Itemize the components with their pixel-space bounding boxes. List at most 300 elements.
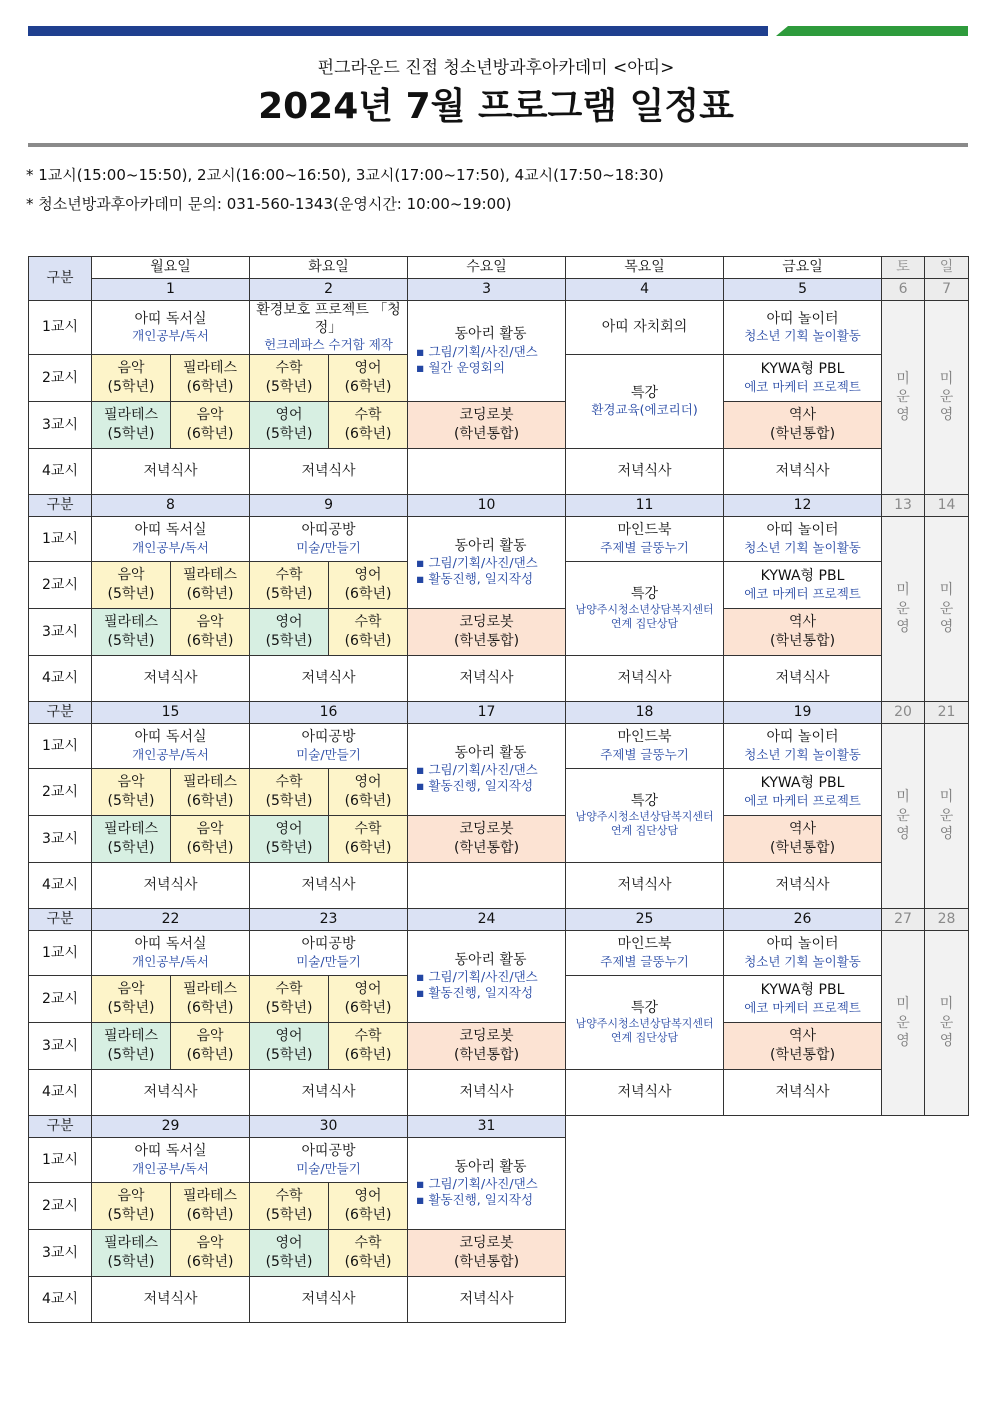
thu-p4: 저녁식사 [566, 655, 724, 701]
subject-name: 수학 [275, 360, 303, 377]
date-cell: 19 [724, 701, 882, 723]
top-bar-green [776, 26, 968, 36]
thu-special [566, 768, 724, 862]
club-activity-cell [408, 1137, 566, 1229]
subject-grade: (5학년) [107, 792, 155, 809]
date-cell: 20 [882, 701, 925, 723]
subject-name: 음악 [117, 981, 145, 998]
wed-p3-coding [408, 608, 566, 655]
thu-special [566, 561, 724, 655]
cell-subtitle: 남양주시청소년상담복지센터 연계 집단상담 [575, 1016, 714, 1045]
cell-title: 코딩로봇 [459, 614, 514, 631]
cell-subtitle: 주제별 글뚱누기 [600, 746, 689, 762]
period-label: 1교시 [29, 301, 92, 355]
subject-cell [250, 975, 329, 1022]
subject-name: 음악 [196, 407, 224, 424]
club-item [416, 778, 565, 794]
subject-cell [92, 975, 171, 1022]
date-cell: 7 [925, 279, 969, 301]
cell-subtitle: (학년통합) [454, 1253, 520, 1270]
fri-p2 [724, 768, 882, 815]
date-cell: 25 [566, 908, 724, 930]
subject-name: 영어 [275, 1028, 303, 1045]
schedule-table [28, 256, 969, 1323]
cell-title: 코딩로봇 [459, 1028, 514, 1045]
cell-title: 역사 [789, 614, 817, 631]
subject-name: 수학 [275, 981, 303, 998]
club-item-text: 그림/기획/사진/댄스 [428, 554, 538, 570]
cell-title: 아띠 독서실 [134, 522, 207, 539]
mon-p1 [92, 301, 250, 355]
subject-cell [250, 354, 329, 401]
top-bar-blue [28, 26, 768, 36]
subject-grade: (5학년) [265, 425, 313, 442]
club-title: 동아리 활동 [454, 951, 527, 968]
subject-cell [329, 1022, 408, 1069]
cell-title: 코딩로봇 [459, 407, 514, 424]
subject-cell [250, 608, 329, 655]
note-periods: * 1교시(15:00~15:50), 2교시(16:00~16:50), 3교시(17:00~17:50), 4교시(17:50~18:30) [26, 166, 664, 184]
mon-p1 [92, 930, 250, 975]
date-cell: 11 [566, 494, 724, 516]
subject-grade: (6학년) [186, 632, 234, 649]
cell-title: 마인드북 [617, 522, 672, 539]
subject-cell [329, 1229, 408, 1276]
subject-cell [250, 815, 329, 862]
cell-subtitle: 미술/만들기 [296, 953, 361, 969]
club-activity-cell [408, 723, 566, 815]
subject-name: 영어 [275, 407, 303, 424]
period-label: 4교시 [29, 448, 92, 494]
subject-cell [171, 1022, 250, 1069]
subject-cell [171, 401, 250, 448]
wed-p4: 저녁식사 [408, 1276, 566, 1322]
dinner-cell: 저녁식사 [724, 862, 882, 908]
date-cell: 17 [408, 701, 566, 723]
day-header: 목요일 [566, 257, 724, 279]
cell-subtitle: (학년통합) [454, 1046, 520, 1063]
cell-subtitle: 에코 마케터 프로젝트 [744, 999, 861, 1015]
cell-title: 아띠 독서실 [134, 729, 207, 746]
date-cell: 8 [92, 494, 250, 516]
cell-subtitle: 개인공부/독서 [132, 328, 209, 344]
fri-p3-history [724, 1022, 882, 1069]
subject-name: 영어 [354, 1188, 382, 1205]
date-cell: 10 [408, 494, 566, 516]
dinner-cell: 저녁식사 [92, 1069, 250, 1115]
header-gubun: 구분 [29, 494, 92, 516]
cell-title: 특강 [631, 792, 659, 809]
fri-p2 [724, 975, 882, 1022]
period-label: 4교시 [29, 1276, 92, 1322]
date-cell: 14 [925, 494, 969, 516]
subject-grade: (5학년) [107, 839, 155, 856]
period-label: 3교시 [29, 608, 92, 655]
club-item [416, 1176, 565, 1192]
subject-grade: (6학년) [344, 425, 392, 442]
subject-grade: (6학년) [344, 585, 392, 602]
subject-grade: (5학년) [265, 632, 313, 649]
period-label: 2교시 [29, 1182, 92, 1229]
header-gubun: 구분 [29, 701, 92, 723]
club-item-text: 그림/기획/사진/댄스 [428, 968, 538, 984]
period-label: 3교시 [29, 1229, 92, 1276]
subject-cell [250, 1229, 329, 1276]
subject-name: 수학 [354, 407, 382, 424]
cell-subtitle: 남양주시청소년상담복지센터 연계 집단상담 [575, 602, 714, 631]
fri-p1 [724, 930, 882, 975]
cell-title: KYWA형 PBL [760, 568, 845, 585]
dinner-cell: 저녁식사 [250, 1069, 408, 1115]
cell-subtitle: 남양주시청소년상담복지센터 연계 집단상담 [575, 809, 714, 838]
cell-subtitle: 에코 마케터 프로젝트 [744, 585, 861, 601]
date-cell: 24 [408, 908, 566, 930]
subject-grade: (5학년) [265, 792, 313, 809]
subject-cell [329, 975, 408, 1022]
dinner-cell: 저녁식사 [724, 655, 882, 701]
bullet-icon: ▪ [416, 985, 429, 1001]
subject-grade: (6학년) [344, 1206, 392, 1223]
subject-cell [171, 1182, 250, 1229]
title-divider [28, 143, 968, 147]
subject-cell [329, 1182, 408, 1229]
sun-closed: 미 운 영 [925, 930, 969, 1115]
subject-cell [92, 1022, 171, 1069]
subject-grade: (5학년) [107, 999, 155, 1016]
cell-subtitle: 청소년 기획 놀이활동 [744, 539, 861, 555]
date-cell: 21 [925, 701, 969, 723]
thu-p1 [566, 723, 724, 768]
page-title: 2024년 7월 프로그램 일정표 [258, 86, 734, 127]
period-label: 3교시 [29, 815, 92, 862]
header-gubun: 구분 [29, 908, 92, 930]
subject-cell [92, 561, 171, 608]
subject-grade: (5학년) [265, 1253, 313, 1270]
subject-name: 음악 [117, 1188, 145, 1205]
subject-cell [171, 975, 250, 1022]
dinner-cell: 저녁식사 [250, 1276, 408, 1322]
subject-grade: (5학년) [265, 378, 313, 395]
fri-p1 [724, 516, 882, 561]
period-label: 3교시 [29, 1022, 92, 1069]
subject-name: 영어 [354, 981, 382, 998]
subject-grade: (6학년) [186, 1046, 234, 1063]
date-cell: 27 [882, 908, 925, 930]
dinner-cell: 저녁식사 [250, 655, 408, 701]
cell-subtitle: 미술/만들기 [296, 746, 361, 762]
date-cell: 22 [92, 908, 250, 930]
subject-grade: (6학년) [344, 1046, 392, 1063]
sun-closed: 미 운 영 [925, 516, 969, 701]
subject-grade: (5학년) [107, 1253, 155, 1270]
subject-grade: (6학년) [186, 1206, 234, 1223]
cell-subtitle: 청소년 기획 놀이활동 [744, 746, 861, 762]
subject-grade: (6학년) [344, 632, 392, 649]
dinner-cell: 저녁식사 [92, 448, 250, 494]
subject-cell [250, 561, 329, 608]
cell-subtitle: 개인공부/독서 [132, 746, 209, 762]
subject-name: 수학 [354, 821, 382, 838]
wed-p3-coding [408, 1229, 566, 1276]
cell-title: 아띠 독서실 [134, 311, 207, 328]
bullet-icon: ▪ [416, 968, 429, 984]
subject-cell [92, 401, 171, 448]
day-header: 금요일 [724, 257, 882, 279]
empty-area [566, 1137, 969, 1322]
subject-cell [250, 401, 329, 448]
period-label: 1교시 [29, 930, 92, 975]
cell-title: 아띠공방 [301, 729, 356, 746]
subject-name: 음악 [196, 614, 224, 631]
subject-grade: (5학년) [107, 425, 155, 442]
subject-name: 필라테스 [103, 1028, 159, 1045]
cell-subtitle: (학년통합) [454, 425, 520, 442]
date-cell: 9 [250, 494, 408, 516]
subject-cell [171, 768, 250, 815]
subject-name: 수학 [354, 614, 382, 631]
club-item [416, 360, 565, 376]
bullet-icon: ▪ [416, 1175, 429, 1191]
subject-grade: (6학년) [186, 585, 234, 602]
period-label: 2교시 [29, 561, 92, 608]
cell-title: 역사 [789, 407, 817, 424]
cell-title: KYWA형 PBL [760, 361, 845, 378]
mon-p1 [92, 516, 250, 561]
cell-title: 역사 [789, 821, 817, 838]
fri-p1 [724, 723, 882, 768]
date-cell: 30 [250, 1115, 408, 1137]
wed-p4: 저녁식사 [408, 655, 566, 701]
date-cell: 3 [408, 279, 566, 301]
subject-cell [329, 561, 408, 608]
date-cell: 12 [724, 494, 882, 516]
date-cell: 16 [250, 701, 408, 723]
thu-p1 [566, 301, 724, 355]
bullet-icon: ▪ [416, 571, 429, 587]
subject-name: 음악 [196, 1235, 224, 1252]
thu-p4: 저녁식사 [566, 1069, 724, 1115]
subject-name: 수학 [354, 1028, 382, 1045]
subject-grade: (6학년) [186, 999, 234, 1016]
subject-cell [329, 354, 408, 401]
cell-subtitle: (학년통합) [770, 1046, 836, 1063]
club-title: 동아리 활동 [454, 537, 527, 554]
subject-name: 수학 [275, 567, 303, 584]
cell-subtitle: 헌크레파스 수거함 제작 [264, 337, 393, 353]
date-cell: 2 [250, 279, 408, 301]
fri-p3-history [724, 815, 882, 862]
subject-name: 음악 [117, 360, 145, 377]
subject-cell [171, 608, 250, 655]
cell-title: 아띠 놀이터 [766, 936, 839, 953]
empty-area [566, 1115, 969, 1137]
club-activity-cell [408, 516, 566, 608]
mon-p1 [92, 1137, 250, 1182]
subject-grade: (6학년) [344, 1253, 392, 1270]
date-cell: 15 [92, 701, 250, 723]
wed-p3-coding [408, 815, 566, 862]
date-cell: 1 [92, 279, 250, 301]
cell-subtitle: 개인공부/독서 [132, 953, 209, 969]
subject-grade: (5학년) [107, 1206, 155, 1223]
sun-closed: 미 운 영 [925, 301, 969, 495]
dinner-cell: 저녁식사 [92, 655, 250, 701]
cell-title: 아띠 놀이터 [766, 522, 839, 539]
subject-grade: (6학년) [186, 378, 234, 395]
subject-cell [171, 561, 250, 608]
cell-title: 아띠 놀이터 [766, 729, 839, 746]
date-cell: 31 [408, 1115, 566, 1137]
sun-closed: 미 운 영 [925, 723, 969, 908]
cell-title: 코딩로봇 [459, 821, 514, 838]
period-label: 1교시 [29, 516, 92, 561]
fri-p3-history [724, 608, 882, 655]
subject-cell [171, 1229, 250, 1276]
cell-title: 특강 [631, 999, 659, 1016]
period-label: 2교시 [29, 354, 92, 401]
thu-p4: 저녁식사 [566, 448, 724, 494]
subject-cell [92, 1182, 171, 1229]
cell-title: KYWA형 PBL [760, 775, 845, 792]
subject-grade: (6학년) [186, 839, 234, 856]
club-item-text: 활동진행, 일지작성 [428, 778, 534, 794]
wed-p4 [408, 862, 566, 908]
subject-grade: (6학년) [186, 1253, 234, 1270]
date-cell: 6 [882, 279, 925, 301]
cell-title: 아띠 독서실 [134, 936, 207, 953]
subject-name: 영어 [354, 567, 382, 584]
tue-p1 [250, 301, 408, 355]
subject-cell [92, 608, 171, 655]
cell-title: 특강 [631, 585, 659, 602]
dinner-cell: 저녁식사 [92, 1276, 250, 1322]
subject-name: 필라테스 [103, 614, 159, 631]
subject-name: 영어 [354, 774, 382, 791]
club-title: 동아리 활동 [454, 326, 527, 343]
subject-grade: (5학년) [265, 999, 313, 1016]
header-gubun: 구분 [29, 257, 92, 301]
day-header: 수요일 [408, 257, 566, 279]
thu-p1 [566, 930, 724, 975]
subject-cell [329, 401, 408, 448]
club-item [416, 1192, 565, 1208]
club-item-text: 그림/기획/사진/댄스 [428, 761, 538, 777]
period-label: 2교시 [29, 975, 92, 1022]
subject-cell [92, 768, 171, 815]
subject-name: 필라테스 [103, 407, 159, 424]
cell-title: 아띠공방 [301, 522, 356, 539]
cell-title: KYWA형 PBL [760, 982, 845, 999]
date-cell: 4 [566, 279, 724, 301]
subject-name: 영어 [354, 360, 382, 377]
subject-grade: (5학년) [107, 585, 155, 602]
date-cell: 29 [92, 1115, 250, 1137]
day-header: 화요일 [250, 257, 408, 279]
club-item-text: 월간 운영회의 [428, 359, 505, 375]
cell-title: 특강 [631, 384, 659, 401]
subject-grade: (5학년) [107, 378, 155, 395]
subject-cell [250, 1022, 329, 1069]
subject-name: 필라테스 [182, 360, 238, 377]
thu-p1 [566, 516, 724, 561]
subject-grade: (5학년) [265, 585, 313, 602]
subject-grade: (5학년) [107, 1046, 155, 1063]
dinner-cell: 저녁식사 [724, 1069, 882, 1115]
cell-subtitle: (학년통합) [770, 425, 836, 442]
wed-p3-coding [408, 401, 566, 448]
subject-cell [250, 768, 329, 815]
dinner-cell: 저녁식사 [250, 862, 408, 908]
subject-name: 수학 [354, 1235, 382, 1252]
subject-grade: (5학년) [107, 632, 155, 649]
fri-p1 [724, 301, 882, 355]
date-cell: 28 [925, 908, 969, 930]
club-item [416, 344, 565, 360]
tue-p1 [250, 930, 408, 975]
wed-p3-coding [408, 1022, 566, 1069]
tue-p1 [250, 723, 408, 768]
cell-subtitle: 미술/만들기 [296, 539, 361, 555]
wed-p4 [408, 448, 566, 494]
dinner-cell: 저녁식사 [92, 862, 250, 908]
cell-title: 아띠 독서실 [134, 1143, 207, 1160]
page-subtitle: 펀그라운드 진접 청소년방과후아카데미 <아띠> [317, 58, 675, 78]
cell-subtitle: 개인공부/독서 [132, 539, 209, 555]
tue-p1 [250, 516, 408, 561]
club-activity-cell [408, 930, 566, 1022]
period-label: 1교시 [29, 1137, 92, 1182]
club-item [416, 762, 565, 778]
subject-name: 음악 [117, 567, 145, 584]
cell-title: 마인드북 [617, 936, 672, 953]
bullet-icon: ▪ [416, 778, 429, 794]
bullet-icon: ▪ [416, 554, 429, 570]
cell-subtitle: 미술/만들기 [296, 1160, 361, 1176]
club-item [416, 969, 565, 985]
period-label: 4교시 [29, 862, 92, 908]
club-item [416, 985, 565, 1001]
cell-title: 아띠공방 [301, 1143, 356, 1160]
sat-closed: 미 운 영 [882, 723, 925, 908]
subject-name: 영어 [275, 614, 303, 631]
cell-subtitle: (학년통합) [454, 839, 520, 856]
club-item [416, 571, 565, 587]
bullet-icon: ▪ [416, 1192, 429, 1208]
subject-name: 수학 [275, 1188, 303, 1205]
subject-name: 영어 [275, 1235, 303, 1252]
subject-name: 수학 [275, 774, 303, 791]
club-activity-cell [408, 301, 566, 402]
subject-name: 필라테스 [182, 1188, 238, 1205]
date-cell: 13 [882, 494, 925, 516]
club-item [416, 555, 565, 571]
subject-grade: (6학년) [344, 999, 392, 1016]
period-label: 3교시 [29, 401, 92, 448]
club-item-text: 그림/기획/사진/댄스 [428, 1175, 538, 1191]
subject-grade: (6학년) [186, 792, 234, 809]
date-cell: 23 [250, 908, 408, 930]
club-title: 동아리 활동 [454, 1158, 527, 1175]
subject-cell [171, 354, 250, 401]
subject-name: 음악 [117, 774, 145, 791]
period-label: 4교시 [29, 1069, 92, 1115]
mon-p1 [92, 723, 250, 768]
subject-cell [92, 354, 171, 401]
fri-p3-history [724, 401, 882, 448]
date-cell: 26 [724, 908, 882, 930]
thu-p4: 저녁식사 [566, 862, 724, 908]
day-header: 토 [882, 257, 925, 279]
